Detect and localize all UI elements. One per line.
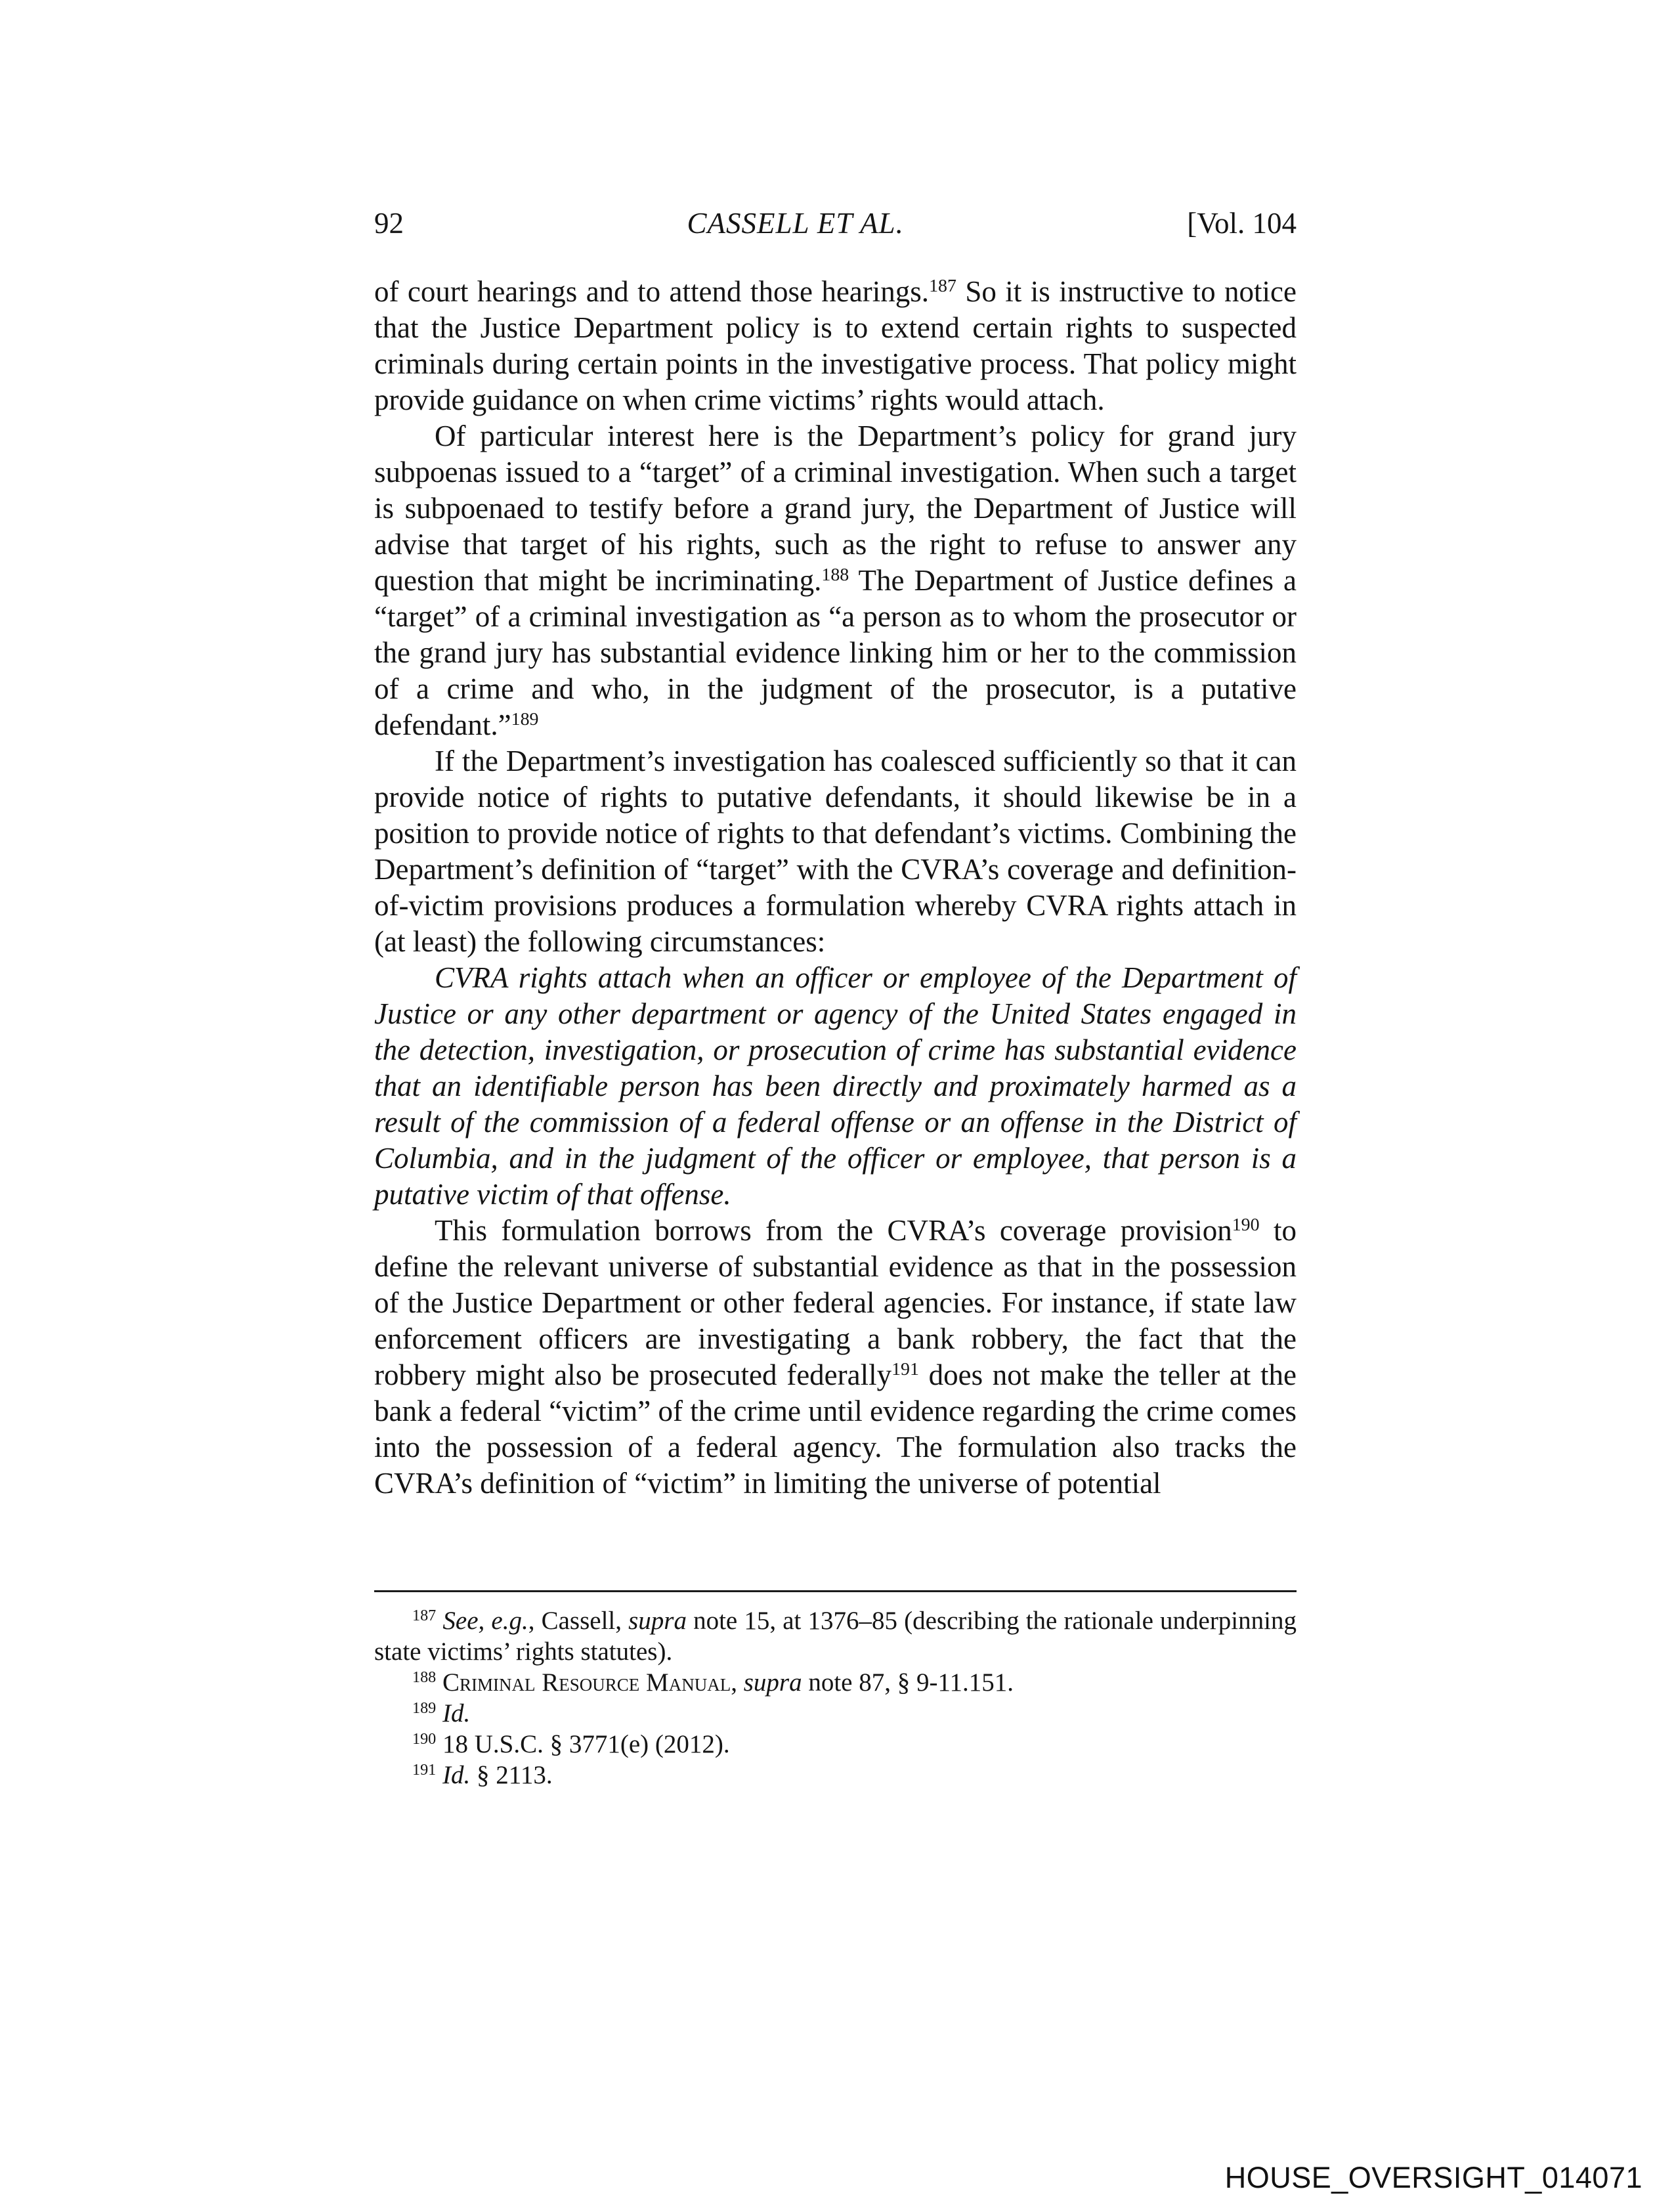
block-quote: CVRA rights attach when an officer or employee of the Department of Justice or any other department or agency of the United States engaged in the detection, investigation, or prosecution of crime has substantial evidence that an identifiable person has been directly and proximately harmed as a result of the commission of a federal offense or an offense in the District of Columbia, and in the judgment of the officer or employee, that person is a putative victim of that offense. [374,961,1297,1211]
body-paragraph-continuation: of court hearings and to attend those hearings.$^{187}$ So it is instructive to notice that the Justice Department policy is to extend certain rights to suspected criminals during certain points in the investigative process. That policy might provide guidance on when crime victims’ rights would attach. [374,275,1297,416]
footnote-187: $^{187}$ See, e.g., Cassell, supra note 15, at 1376–85 (describing the rationale underpinning state victims’ rights statutes). [374,1606,1297,1666]
body-paragraph-notice-of-rights: If the Department’s investigation has coalesced sufficiently so that it can provide notice of rights to putative defendants, it should likewise be in a position to provide notice of rights to that defendant’s victims. Combining the Department’s definition of “target” with the CVRA’s coverage and definition-of-victim provisions produces a formulation whereby CVRA rights attach in (at least) the following circumstances: [374,745,1297,958]
body-paragraph-grand-jury: Of particular interest here is the Department’s policy for grand jury subpoenas issued to a “target” of a criminal investigation. When such a target is subpoenaed to testify before a grand jury, the Department of Justice will advise that target of his rights, such as the right to refuse to answer any question that might be incriminating.$^{188}$ The Department of Justice defines a “target” of a criminal investigation as “a person as to whom the prosecutor or the grand jury has substantial evidence linking him or her to the commission of a crime and who, in the judgment of the prosecutor, is a putative defendant.”$^{189}$ [374,420,1297,741]
volume-label: [Vol. 104 [1187,207,1297,240]
footnote-188: $^{188}$ Criminal Resource Manual, supra note 87, § 9-11.151. [412,1668,1014,1697]
footnotes-section [374,1590,1297,1790]
page-header [374,207,1297,240]
running-title: CASSELL ET AL. [687,207,904,240]
text-column [374,207,1297,1790]
page-number: 92 [374,207,404,240]
article-body [374,274,1297,1502]
footnote-189: $^{189}$ Id. [412,1699,471,1727]
bates-stamp: HOUSE_OVERSIGHT_014071 [1224,2161,1642,2194]
body-paragraph-formulation: This formulation borrows from the CVRA’s coverage provision$^{190}$ to define the relevant universe of substantial evidence as that in the possession of the Justice Department or other federal agencies. For instance, if state law enforcement officers are investigating a bank robbery, the fact that the robbery might also be prosecuted federally$^{191}$ does not make the teller at the bank a federal “victim” of the crime until evidence regarding the crime comes into the possession of a federal agency. The formulation also tracks the CVRA’s definition of “victim” in limiting the universe of potential [374,1214,1297,1500]
footnote-190: $^{190}$ 18 U.S.C. § 3771(e) (2012). [412,1729,730,1758]
footnote-191: $^{191}$ Id. § 2113. [412,1760,553,1789]
footnote-separator [374,1590,1297,1592]
